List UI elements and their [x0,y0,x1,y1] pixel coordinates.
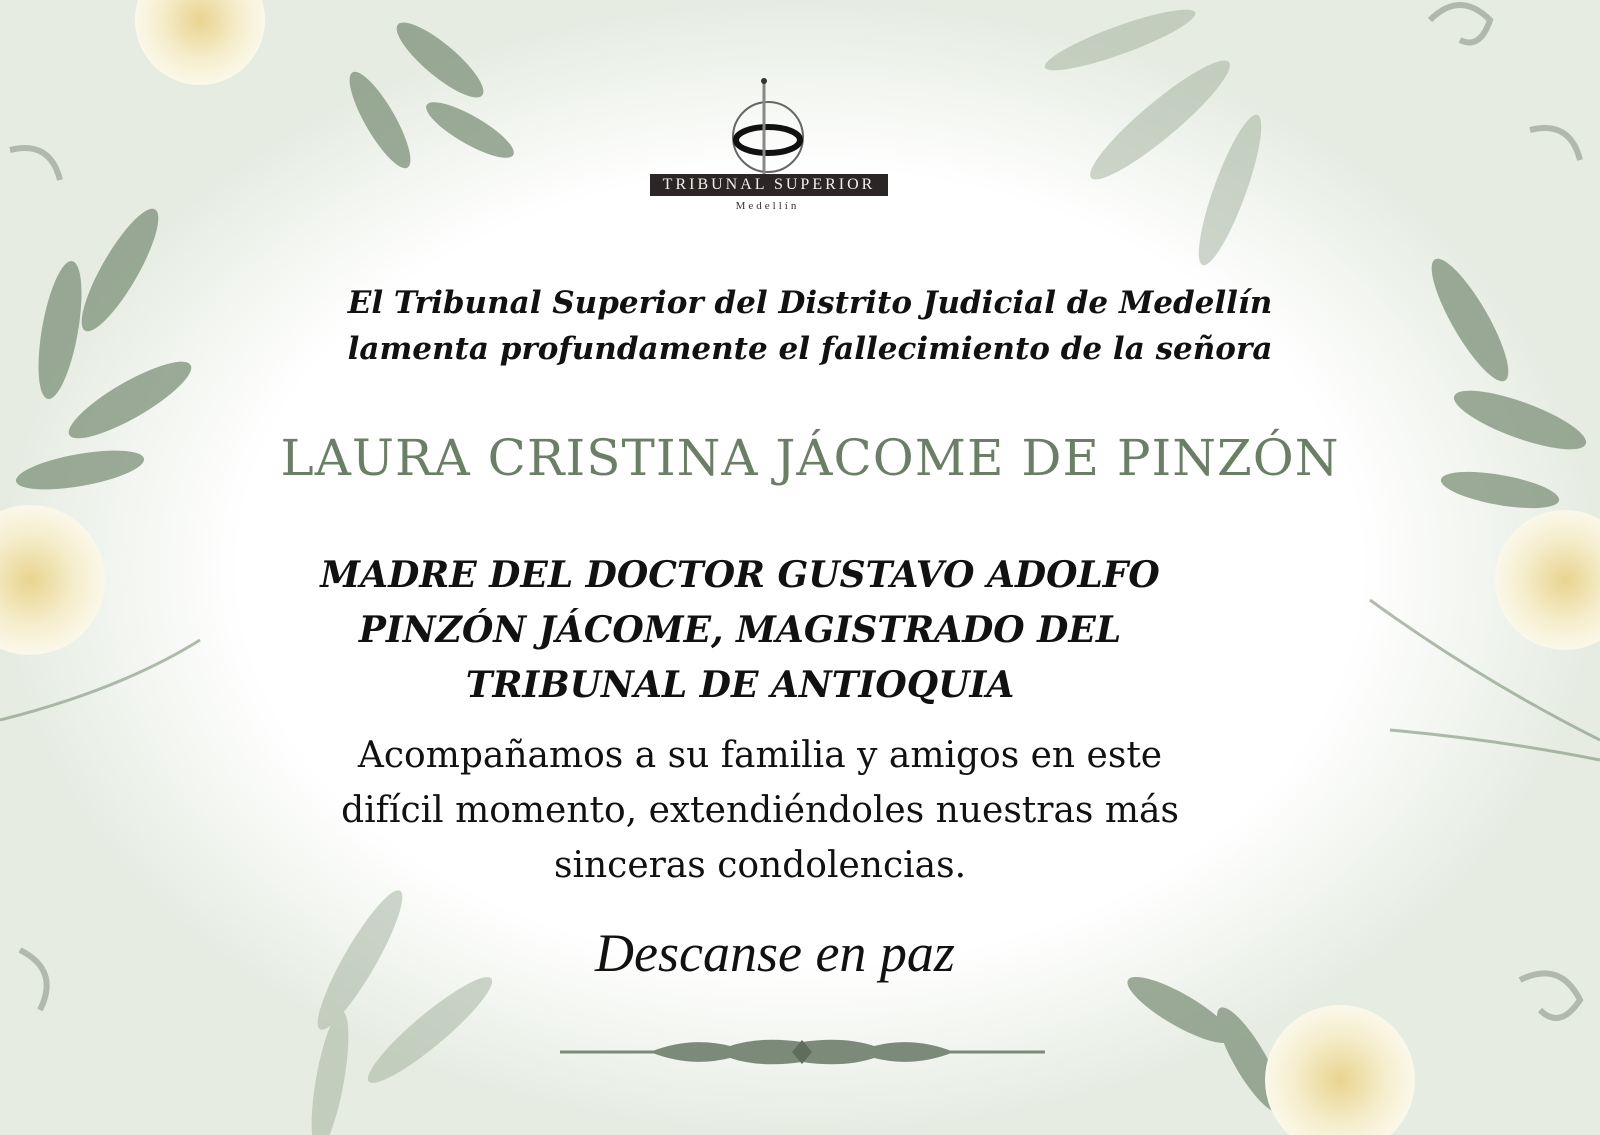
message-line: difícil momento, extendiéndoles nuestras más [341,790,1179,831]
relation-line: TRIBUNAL DE ANTIOQUIA [465,664,1015,706]
relation-text [200,548,1280,713]
heading-line: lamenta profundamente el fallecimiento de la señora [347,331,1273,367]
message-line: Acompañamos a su familia y amigos en este [357,735,1163,776]
logo-emblem-icon [645,75,890,175]
heading-line: El Tribunal Superior del Distrito Judicial de Medellín [347,285,1273,321]
closing-text: Descanse en paz [595,923,955,983]
logo-subtext: Medellín [735,200,800,212]
ornament-divider-icon [560,1035,1045,1069]
announcement-heading [0,280,1600,372]
condolence-message [230,728,1290,893]
relation-line: MADRE DEL DOCTOR GUSTAVO ADOLFO [320,554,1160,596]
deceased-name: LAURA CRISTINA JÁCOME DE PINZÓN [280,429,1340,487]
tribunal-superior-logo [645,75,890,220]
message-line: sinceras condolencias. [553,845,967,886]
relation-line: PINZÓN JÁCOME, MAGISTRADO DEL [358,609,1122,651]
logo-band-text: TRIBUNAL SUPERIOR [650,174,888,196]
